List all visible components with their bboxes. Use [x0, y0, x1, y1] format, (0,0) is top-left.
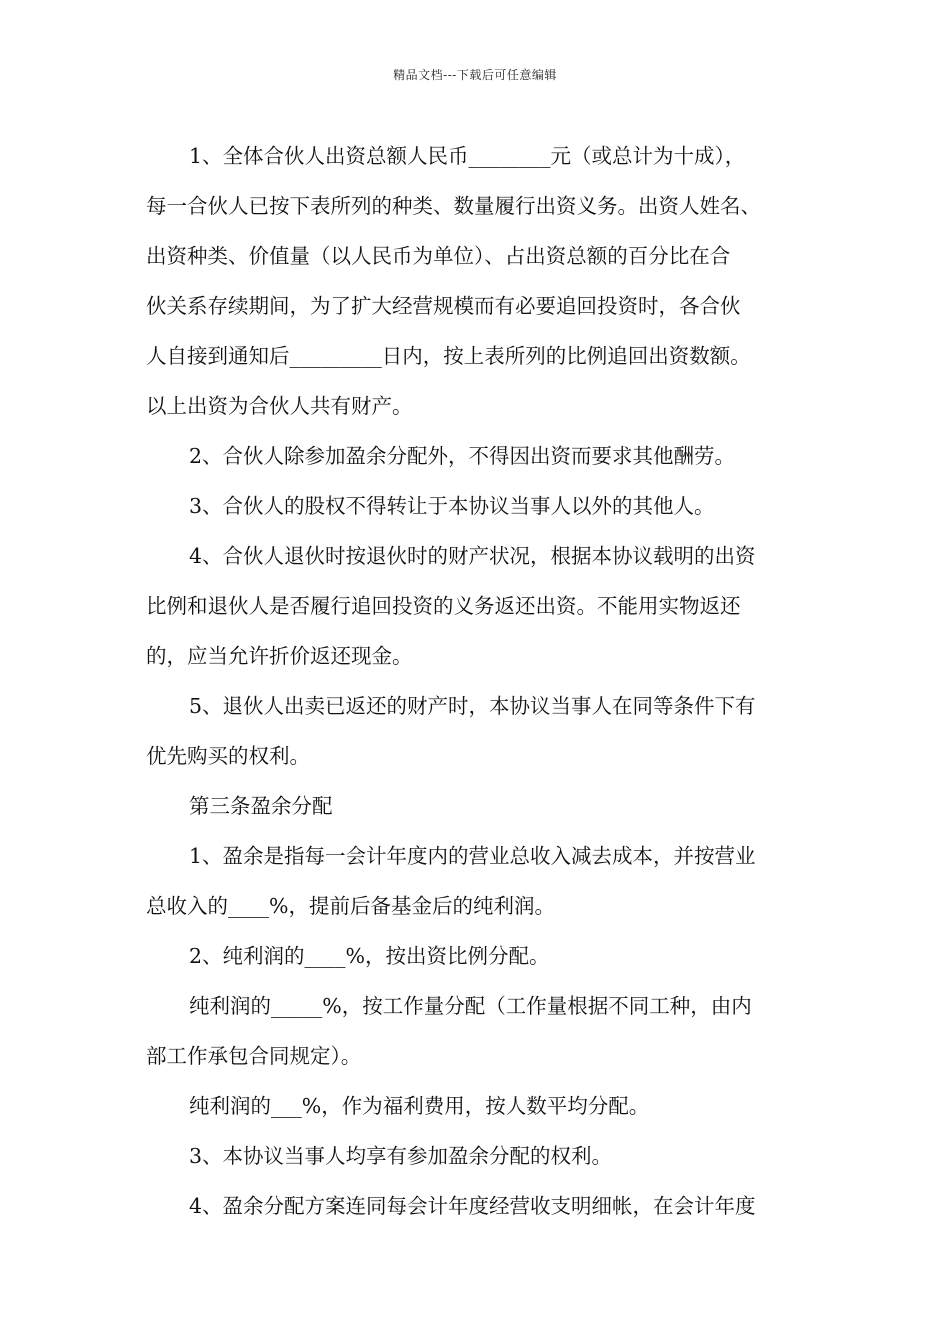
- paragraph-line: 伙关系存续期间，为了扩大经营规模而有必要追回投资时，各合伙: [146, 294, 741, 318]
- section-heading: 第三条盈余分配: [189, 794, 333, 818]
- paragraph-line: 每一合伙人已按下表所列的种类、数量履行出资义务。出资人姓名、: [146, 194, 761, 218]
- paragraph-line: 2、合伙人除参加盈余分配外，不得因出资而要求其他酬劳。: [189, 444, 736, 468]
- paragraph-line: 4、盈余分配方案连同每会计年度经营收支明细帐，在会计年度: [189, 1194, 756, 1218]
- paragraph-line: 2、纯利润的____%，按出资比例分配。: [189, 944, 550, 968]
- paragraph-line: 5、退伙人出卖已返还的财产时，本协议当事人在同等条件下有: [189, 694, 756, 718]
- paragraph-line: 3、合伙人的股权不得转让于本协议当事人以外的其他人。: [189, 494, 715, 518]
- paragraph-line: 出资种类、价值量（以人民币为单位）、占出资总额的百分比在合: [146, 244, 731, 268]
- page-header: 精品文档---下载后可任意编辑: [393, 68, 557, 82]
- paragraph-line: 纯利润的___%，作为福利费用，按人数平均分配。: [189, 1094, 650, 1118]
- paragraph-line: 1、盈余是指每一会计年度内的营业总收入减去成本，并按营业: [189, 844, 756, 868]
- paragraph-line: 的，应当允许折价返还现金。: [146, 644, 413, 668]
- document-body: [146, 131, 816, 1231]
- paragraph-line: 1、全体合伙人出资总额人民币________元（或总计为十成），: [189, 144, 746, 168]
- paragraph-line: 比例和退伙人是否履行追回投资的义务返还出资。不能用实物返还: [146, 594, 741, 618]
- paragraph-line: 3、本协议当事人均享有参加盈余分配的权利。: [189, 1144, 613, 1168]
- paragraph-line: 以上出资为合伙人共有财产。: [146, 394, 413, 418]
- paragraph-line: 优先购买的权利。: [146, 744, 310, 768]
- paragraph-line: 人自接到通知后_________日内，按上表所列的比例追回出资数额。: [146, 344, 751, 368]
- paragraph-line: 4、合伙人退伙时按退伙时的财产状况，根据本协议载明的出资: [189, 544, 756, 568]
- paragraph-line: 部工作承包合同规定）。: [146, 1044, 362, 1068]
- paragraph-line: 纯利润的_____%，按工作量分配（工作量根据不同工种，由内: [189, 994, 752, 1018]
- paragraph-line: 总收入的____%，提前后备基金后的纯利润。: [146, 894, 555, 918]
